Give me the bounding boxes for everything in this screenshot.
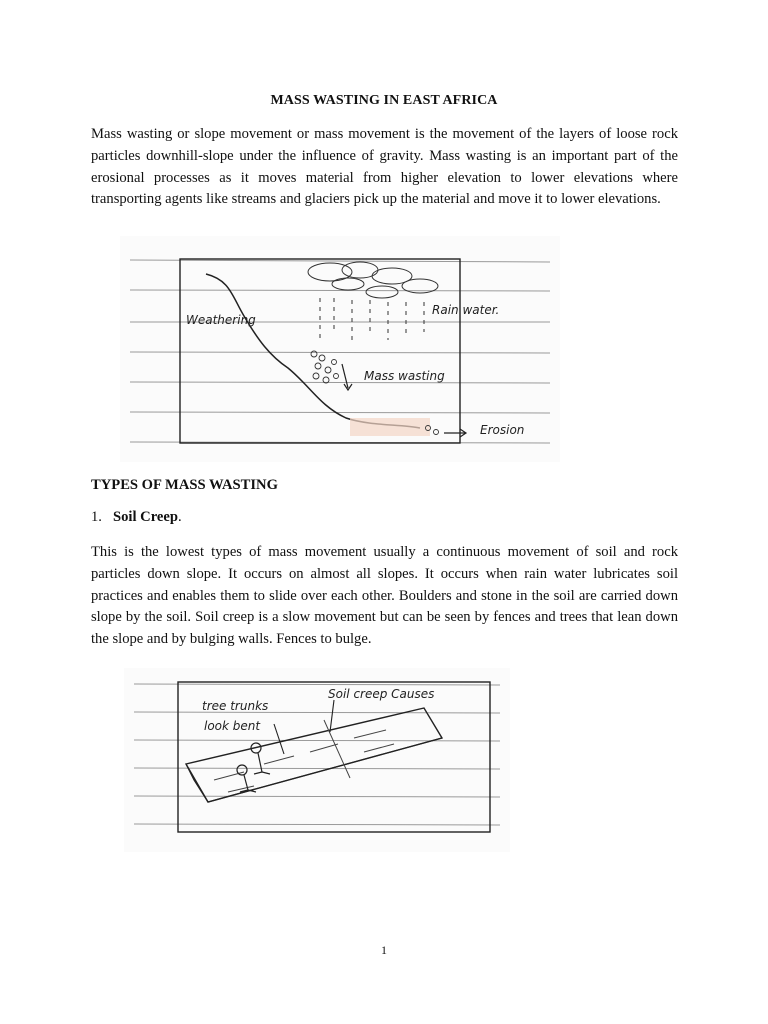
label-soil-creep-causes: Soil creep Causes bbox=[328, 687, 435, 701]
list-item-title: Soil Creep bbox=[113, 509, 178, 525]
label-weathering: Weathering bbox=[186, 313, 256, 327]
intro-paragraph: Mass wasting or slope movement or mass movement is the movement of the layers of loose rock particles downhill-slope under the influence of gravity. Mass wasting is an important part of the erosional processes as it moves material from higher elevation to lower elevations where transporting agents like streams and glaciers pick up the material and move it to lower elevations. bbox=[91, 126, 678, 208]
list-item-title-suffix: . bbox=[178, 509, 182, 525]
page-number: 1 bbox=[381, 943, 387, 957]
page-title: MASS WASTING IN EAST AFRICA bbox=[270, 93, 498, 108]
label-look-bent: look bent bbox=[204, 719, 261, 733]
label-erosion: Erosion bbox=[480, 423, 525, 437]
list-item-number: 1. bbox=[91, 509, 102, 525]
mass-wasting-sketch bbox=[120, 236, 560, 462]
section-heading: TYPES OF MASS WASTING bbox=[91, 477, 278, 493]
soil-creep-paragraph: This is the lowest types of mass movement usually a continuous movement of soil and rock particles down slope. It occurs on almost all slopes. It occurs when rain water lubricates soil practices and enables them to slide over each other. Boulders and stone in the soil are carried down slope by the soil. Soil creep is a slow movement but can be seen by fences and trees that lean down the slope and by bulging walls. Fences to bulge. bbox=[91, 544, 678, 648]
label-rain-water: Rain water. bbox=[432, 303, 500, 317]
soil-creep-sketch bbox=[124, 668, 510, 852]
list-item-soil-creep bbox=[91, 509, 182, 526]
label-tree-trunks: tree trunks bbox=[202, 699, 269, 713]
label-mass-wasting: Mass wasting bbox=[364, 369, 445, 383]
